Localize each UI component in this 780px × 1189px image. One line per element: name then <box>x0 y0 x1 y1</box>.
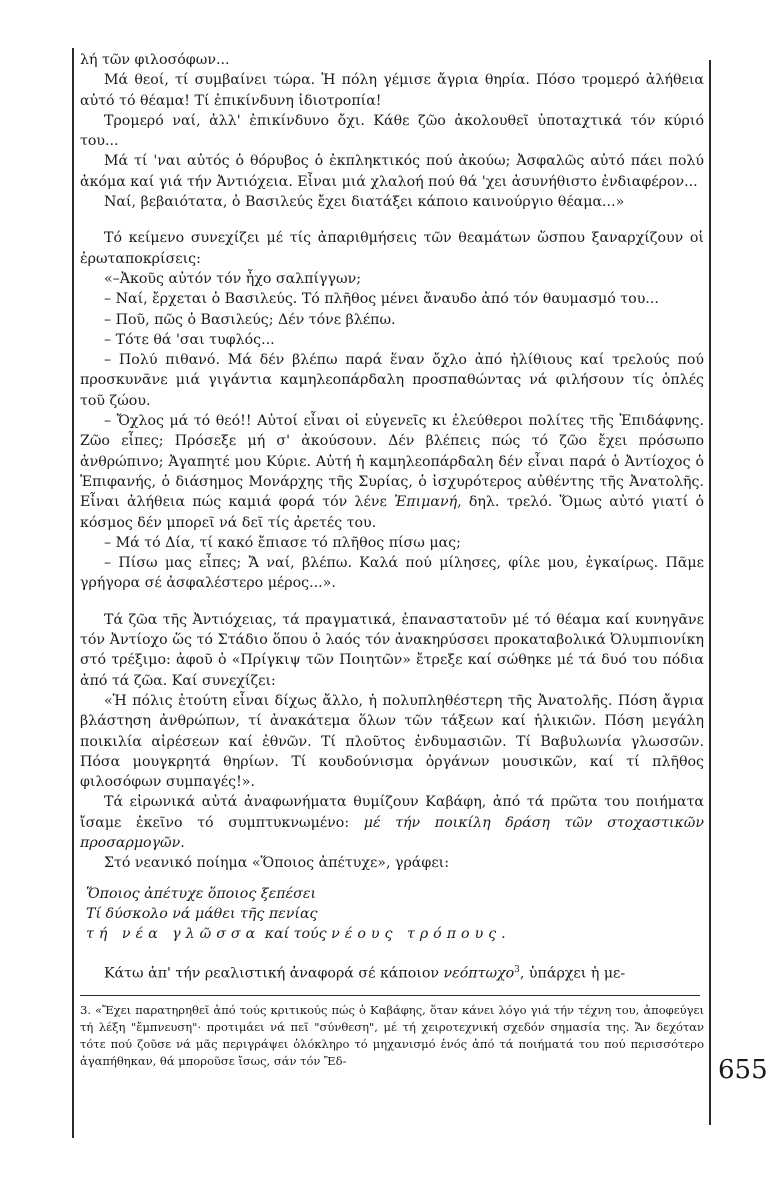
dialogue-line: Τρομερό ναί, ἀλλ' ἐπικίνδυνο ὄχι. Κάθε ζῶο ἀκολουθεῖ ὑποταχτικά τόν κύριό του... <box>80 112 704 150</box>
paragraph-gap <box>80 212 704 228</box>
poem-line: Ὅποιος ἀπέτυχε ὅποιος ξεπέσει <box>86 885 317 902</box>
footnote-marker: 3 <box>514 965 520 976</box>
poem-line: Τί δύσκολο νά μάθει τῆς πενίας <box>86 905 318 922</box>
dialogue-line: Μά τί 'ναι αὐτός ὁ θόρυβος ὁ ἐκπληκτικός πού ἀκούω; Ἀσφαλῶς αὐτό πάει πολύ ἀκόμα καί γιά τήν Ἀντιόχεια. Εἶναι μιά χλαλοή πού θά 'χει ἀσυνήθιστο ἐνδιαφέρον... <box>80 153 704 190</box>
body-paragraph <box>80 792 704 853</box>
body-paragraph: Τό κείμενο συνεχίζει μέ τίς ἀπαριθμήσεις τῶν θεαμάτων ὥσπου ξαναρχίζουν οἱ ἐρωταποκρίσεις: <box>80 230 704 267</box>
poem-quote <box>86 884 704 945</box>
footnote: 3. «Ἔχει παρατηρηθεῖ ἀπό τούς κριτικούς πώς ὁ Καβάφης, ὅταν κάνει λόγο γιά τήν τέχνη του, ἀποφεύγει τή λέξη "ἔμπνευση"· προτιμάει νά πεῖ "σύνθεση", μέ τή χειροτεχνική σχεδόν σημασία της. Ἄν δεχόταν τότε πού ζοῦσε νά μᾶς περιγράψει ὁλόκληρο τό μηχανισμό ἑνός ἀπό τά ποιήματά του πού περισσότερο ἀγαπήθηκαν, θά μποροῦσε ἴσως, σάν τόν Ἔδ- <box>80 1002 704 1068</box>
dialogue-line: – Πολύ πιθανό. Μά δέν βλέπω παρά ἕναν ὄχλο ἀπό ἠλίθιους καί τρελούς πού προσκυνᾶνε μιά γιγάντια καμηλεοπάρδαλη προσπαθώντας νά φιλήσουν τίς ὁπλές τοῦ ζώου. <box>80 352 704 409</box>
poem-text: καί τούς <box>260 926 332 943</box>
left-margin-rule <box>72 48 74 1138</box>
paragraph-gap <box>80 944 704 960</box>
italic-word: Ἐπιμανή <box>394 494 458 511</box>
dialogue-line <box>80 411 704 533</box>
dialogue-line: – Πίσω μας εἶπες; Ἄ ναί, βλέπω. Καλά πού μίλησες, φίλε μου, ἐγκαίρως. Πᾶμε γρήγορα σέ ἀσφαλέστερο μέρος...». <box>80 555 704 592</box>
dialogue-line: – Μά τό Δία, τί κακό ἔπιασε τό πλῆθος πίσω μας; <box>104 534 461 551</box>
dialogue-line: – Ποῦ, πῶς ὁ Βασιλεύς; Δέν τόνε βλέπω. <box>104 311 396 328</box>
dialogue-text: , δηλ. τρελό. Ὅμως αὐτό γιατί ὁ κόσμος δέν μπορεῖ νά δεῖ τίς ἀρετές του. <box>80 494 704 531</box>
quotation-paragraph: «Ἡ πόλις ἐτούτη εἶναι δίχως ἄλλο, ἡ πολυπληθέστερη τῆς Ἀνατολῆς. Πόση ἄγρια βλάστηση ἀνθρώπων, τί ἀνακάτεμα ὅλων τῶν τάξεων καί ἡλικιῶν. Πόση μεγάλη ποικιλία αἱρέσεων καί ἐθνῶν. Τί πλοῦτος ἐνδυμασιῶν. Τί Βαβυλωνία γλωσσῶν. Πόσα μουγκρητά θηρίων. Τί κουδούνισμα ὀργάνων μουσικῶν, καί τί πλῆθος φιλοσόφων συμπαγές!». <box>80 692 704 791</box>
dialogue-line: – Ναί, ἔρχεται ὁ Βασιλεύς. Τό πλῆθος μένει ἄναυδο ἀπό τόν θαυμασμό του... <box>104 291 659 308</box>
body-text: Τά εἰρωνικά αὐτά ἀναφωνήματα θυμίζουν Καβάφη, ἀπό τά πρῶτα του ποιήματα ἴσαμε ἐκεῖνο τό συμπτυκνωμένο: <box>80 794 704 831</box>
poem-line <box>86 924 704 944</box>
dialogue-line: λή τῶν φιλοσόφων... <box>80 52 230 68</box>
dialogue-line: «–Ἀκοῦς αὐτόν τόν ἦχο σαλπίγγων; <box>104 270 361 287</box>
main-text-column <box>80 50 704 1070</box>
dialogue-line: Μά θεοί, τί συμβαίνει τώρα. Ἡ πόλη γέμισε ἄγρια θηρία. Πόσο τρομερό ἀλήθεια αὐτό τό θέαμα! Τί ἐπικίνδυνη ἰδιοτροπία! <box>80 72 704 109</box>
body-paragraph <box>80 960 704 984</box>
dialogue-line: – Τότε θά 'σαι τυφλός... <box>104 331 275 348</box>
right-margin-rule <box>709 60 711 1125</box>
body-text: , ὑπάρχει ἡ με- <box>519 966 626 983</box>
spaced-phrase: τή νέα γλῶσσα <box>86 926 261 943</box>
italic-word: νεόπτωχο <box>443 966 515 983</box>
paragraph-gap <box>80 874 704 882</box>
body-paragraph: Στό νεανικό ποίημα «Ὅποιος ἀπέτυχε», γράφει: <box>104 855 450 872</box>
body-paragraph: Τά ζῶα τῆς Ἀντιόχειας, τά πραγματικά, ἐπαναστατοῦν μέ τό θέαμα καί κυνηγᾶνε τόν Ἀντίοχο ὥς τό Στάδιο ὅπου ὁ λαός τόν ἀνακηρύσσει προκαταβολικά Ὀλυμπιονίκη στό τρέξιμο: ἀφοῦ ὁ «Πρίγκιψ τῶν Ποιητῶν» ἔτρεξε καί σώθηκε μέ τά δυό του πόδια ἀπό τά ζῶα. Καί συνεχίζει: <box>80 611 704 689</box>
dialogue-line: Ναί, βεβαιότατα, ὁ Βασιλεύς ἔχει διατάξει κάποιο καινούργιο θέαμα...» <box>104 194 625 211</box>
spaced-phrase: νέους τρόπους. <box>331 926 511 943</box>
body-text: Κάτω ἀπ' τήν ρεαλιστική ἀναφορά σέ κάποιον <box>104 966 444 983</box>
dialogue-text: – Ὄχλος μά τό θεό!! Αὐτοί εἶναι οἱ εὐγενεῖς κι ἐλεύθεροι πολίτες τῆς Ἐπιδάφνης. Ζῶο εἶπες; Πρόσεξε μή σ' ἀκούσουν. Δέν βλέπεις πώς τό ζῶο ἔχει πρόσωπο ἀνθρώπινο; Ἀγαπητέ μου Κύριε. Αὐτή ἡ καμηλεοπάρδαλη δέν εἶναι παρά ὁ Ἀντίοχος ὁ Ἐπιφανής, ὁ διάσημος Μονάρχης τῆς Συρίας, ὁ ἰσχυρότερος αὐθέντης τῆς Ἀνατολῆς. Εἶναι ἀλήθεια πώς καμιά φορά τόν λένε <box>80 413 704 511</box>
page-number: 655 <box>718 1055 768 1085</box>
italic-phrase: μέ τήν ποικίλη δράση τῶν στοχαστικῶν προσαρμογῶν. <box>80 814 704 851</box>
footnote-divider <box>80 995 700 996</box>
paragraph-gap <box>80 594 704 610</box>
